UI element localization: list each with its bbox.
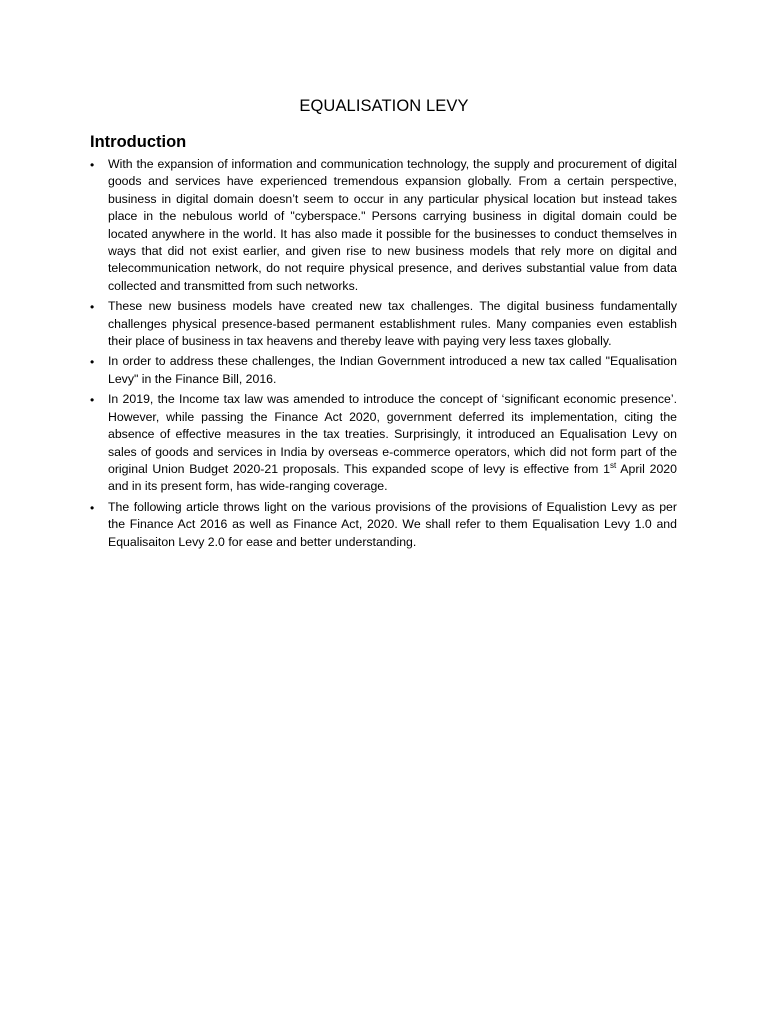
bullet-item	[90, 353, 677, 388]
bullet-icon: •	[90, 355, 95, 370]
bullet-text: These new business models have created new tax challenges. The digital business fundamentally challenges physical presence-based permanent establishment rules. Many companies even establish their place of business in tax heavens and thereby leave with paying very less taxes globally.	[108, 299, 677, 349]
bullet-text: In order to address these challenges, the Indian Government introduced a new tax called "Equalisation Levy" in the Finance Bill, 2016.	[108, 354, 677, 386]
bullet-text-part-1: In 2019, the Income tax law was amended to introduce the concept of ‘significant economic presence’. However, while passing the Finance Act 2020, government deferred its implementation, citing the absence of effective measures in the tax treaties. Surprisingly, it introduced an Equalisation Levy on sales of goods and services in India by overseas e-commerce operators, which did not form part of the original Union Budget 2020-21 proposals. This expanded scope of levy is effective from 1	[108, 392, 677, 476]
bullet-item	[90, 298, 677, 350]
introduction-bullet-list	[90, 156, 677, 554]
document-title: EQUALISATION LEVY	[299, 97, 469, 115]
bullet-text: With the expansion of information and communication technology, the supply and procurement of digital goods and services have experienced tremendous expansion globally. From a certain perspective, business in digital domain doesn’t seem to occur in any particular physical location but instead takes place in the nebulous world of "cyberspace." Persons carrying business in digital domain could be located anywhere in the world. It has also made it possible for the businesses to conduct themselves in ways that did not exist earlier, and given rise to new business models that rely more on digital and telecommunication network, do not require physical presence, and derives substantial value from data collected and transmitted from such networks.	[108, 157, 677, 293]
bullet-item	[90, 156, 677, 295]
bullet-text-part-2: April 2020 and in its present form, has wide-ranging coverage.	[108, 461, 677, 494]
bullet-icon: •	[90, 393, 95, 408]
bullet-text: The following article throws light on the various provisions of the provisions of Equalistion Levy as per the Finance Act 2016 as well as Finance Act, 2020. We shall refer to them Equalisation Levy 1.0 and Equalisaiton Levy 2.0 for ease and better understanding.	[108, 499, 677, 549]
bullet-item	[90, 499, 677, 551]
bullet-icon: •	[90, 300, 95, 315]
ordinal-superscript: st	[610, 460, 617, 470]
bullet-icon: •	[90, 500, 95, 515]
bullet-item	[90, 391, 677, 495]
bullet-icon: •	[90, 158, 95, 172]
section-heading-introduction: Introduction	[90, 133, 187, 151]
